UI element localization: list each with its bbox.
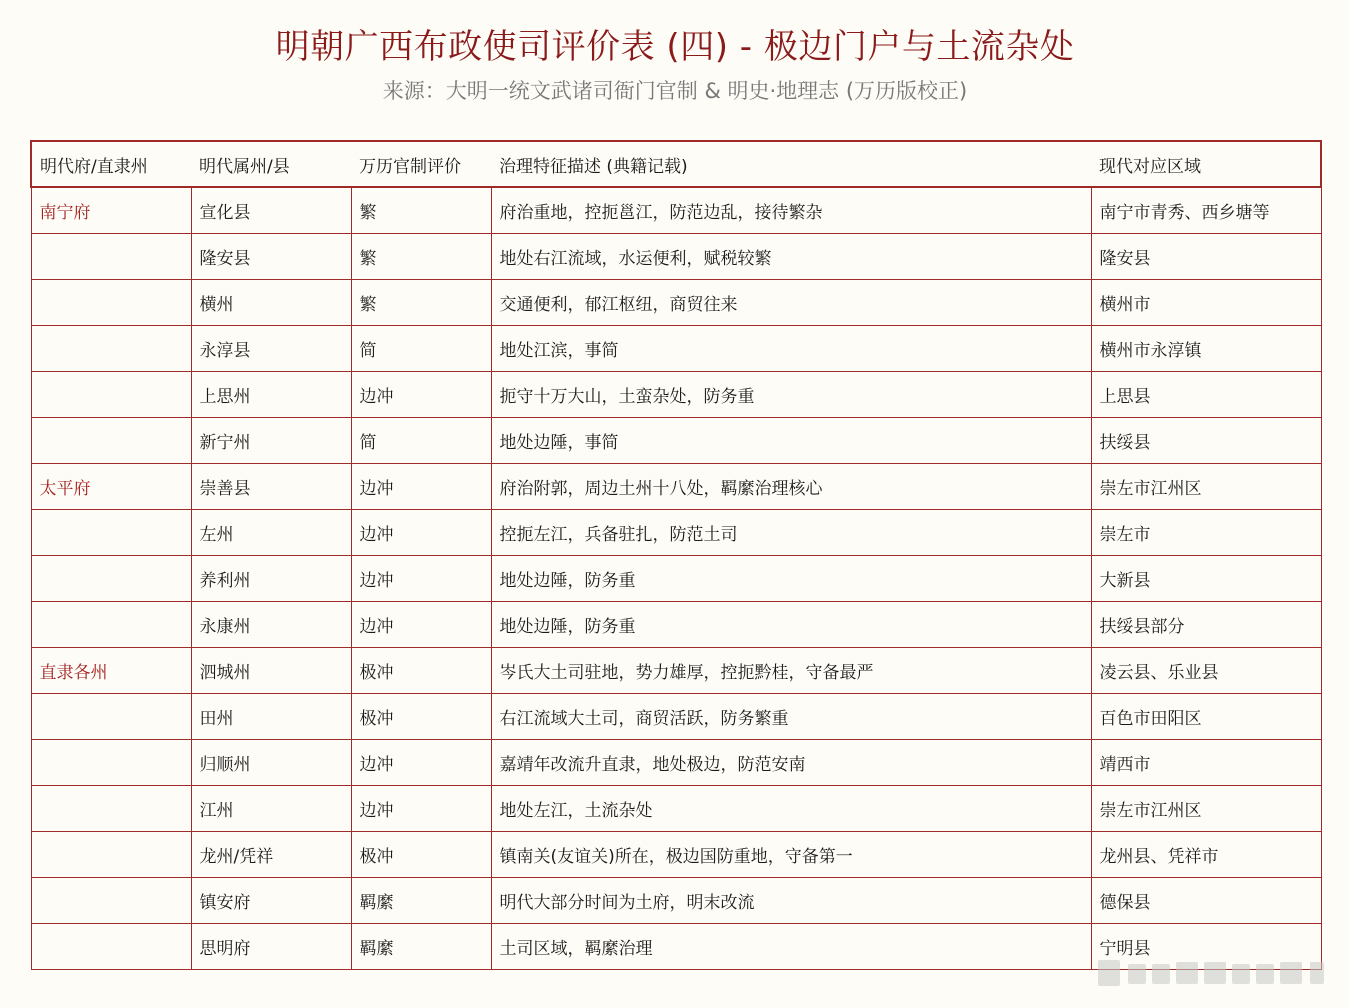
cell-prefecture — [31, 325, 191, 371]
cell-rating: 边冲 — [351, 371, 491, 417]
watermark-mark — [1232, 964, 1250, 984]
watermark-mark — [1176, 962, 1198, 984]
header-modern-region: 现代对应区域 — [1091, 141, 1321, 187]
table-row — [31, 371, 1321, 417]
cell-rating: 边冲 — [351, 739, 491, 785]
cell-prefecture — [31, 693, 191, 739]
cell-modern-region: 崇左市江州区 — [1091, 785, 1321, 831]
cell-modern-region: 南宁市青秀、西乡塘等 — [1091, 187, 1321, 233]
cell-description: 地处边陲，防务重 — [491, 601, 1091, 647]
cell-description: 府治重地，控扼邕江，防范边乱，接待繁杂 — [491, 187, 1091, 233]
cell-rating: 羁縻 — [351, 923, 491, 969]
cell-rating: 边冲 — [351, 555, 491, 601]
cell-rating: 繁 — [351, 279, 491, 325]
cell-prefecture — [31, 877, 191, 923]
cell-modern-region: 靖西市 — [1091, 739, 1321, 785]
cell-rating: 简 — [351, 325, 491, 371]
cell-rating: 极冲 — [351, 647, 491, 693]
cell-prefecture — [31, 417, 191, 463]
table-row — [31, 187, 1321, 233]
cell-modern-region: 崇左市江州区 — [1091, 463, 1321, 509]
table-row — [31, 555, 1321, 601]
watermark — [1098, 956, 1330, 990]
cell-description: 地处右江流域，水运便利，赋税较繁 — [491, 233, 1091, 279]
cell-modern-region: 宁明县 — [1091, 923, 1321, 969]
cell-rating: 繁 — [351, 187, 491, 233]
table-row — [31, 831, 1321, 877]
cell-modern-region: 崇左市 — [1091, 509, 1321, 555]
cell-modern-region: 扶绥县 — [1091, 417, 1321, 463]
cell-description: 地处边陲，防务重 — [491, 555, 1091, 601]
table-row — [31, 693, 1321, 739]
watermark-mark — [1098, 960, 1120, 986]
table-header — [31, 141, 1321, 187]
watermark-mark — [1256, 964, 1274, 984]
cell-prefecture — [31, 371, 191, 417]
cell-county: 永淳县 — [191, 325, 351, 371]
cell-county: 思明府 — [191, 923, 351, 969]
cell-description: 地处江滨，事简 — [491, 325, 1091, 371]
cell-modern-region: 百色市田阳区 — [1091, 693, 1321, 739]
cell-county: 归顺州 — [191, 739, 351, 785]
cell-rating: 羁縻 — [351, 877, 491, 923]
table-row — [31, 785, 1321, 831]
page-title: 明朝广西布政使司评价表 (四) - 极边门户与土流杂处 — [275, 27, 1075, 67]
cell-county: 龙州/凭祥 — [191, 831, 351, 877]
cell-modern-region: 凌云县、乐业县 — [1091, 647, 1321, 693]
cell-county: 镇安府 — [191, 877, 351, 923]
watermark-mark — [1280, 962, 1302, 984]
cell-rating: 极冲 — [351, 831, 491, 877]
cell-prefecture — [31, 785, 191, 831]
cell-prefecture — [31, 739, 191, 785]
cell-prefecture — [31, 601, 191, 647]
cell-rating: 繁 — [351, 233, 491, 279]
cell-county: 江州 — [191, 785, 351, 831]
cell-description: 右江流域大土司，商贸活跃，防务繁重 — [491, 693, 1091, 739]
cell-county: 隆安县 — [191, 233, 351, 279]
cell-description: 镇南关(友谊关)所在，极边国防重地，守备第一 — [491, 831, 1091, 877]
cell-county: 上思州 — [191, 371, 351, 417]
cell-rating: 边冲 — [351, 785, 491, 831]
watermark-mark — [1310, 962, 1324, 984]
header-prefecture: 明代府/直隶州 — [31, 141, 191, 187]
table-body — [31, 187, 1321, 969]
cell-county: 左州 — [191, 509, 351, 555]
table-row — [31, 739, 1321, 785]
cell-prefecture — [31, 923, 191, 969]
cell-description: 交通便利，郁江枢纽，商贸往来 — [491, 279, 1091, 325]
header-description: 治理特征描述 (典籍记载) — [491, 141, 1091, 187]
cell-county: 横州 — [191, 279, 351, 325]
cell-county: 泗城州 — [191, 647, 351, 693]
cell-modern-region: 隆安县 — [1091, 233, 1321, 279]
cell-rating: 极冲 — [351, 693, 491, 739]
cell-county: 新宁州 — [191, 417, 351, 463]
cell-prefecture: 南宁府 — [31, 187, 191, 233]
cell-prefecture — [31, 279, 191, 325]
table-row — [31, 463, 1321, 509]
cell-rating: 简 — [351, 417, 491, 463]
cell-description: 岑氏大土司驻地，势力雄厚，控扼黔桂，守备最严 — [491, 647, 1091, 693]
cell-description: 地处左江，土流杂处 — [491, 785, 1091, 831]
cell-description: 府治附郭，周边土州十八处，羁縻治理核心 — [491, 463, 1091, 509]
cell-description: 控扼左江，兵备驻扎，防范土司 — [491, 509, 1091, 555]
table-row — [31, 233, 1321, 279]
cell-rating: 边冲 — [351, 509, 491, 555]
table-row — [31, 509, 1321, 555]
header-county: 明代属州/县 — [191, 141, 351, 187]
cell-modern-region: 上思县 — [1091, 371, 1321, 417]
cell-prefecture — [31, 831, 191, 877]
cell-modern-region: 扶绥县部分 — [1091, 601, 1321, 647]
cell-prefecture — [31, 233, 191, 279]
cell-county: 养利州 — [191, 555, 351, 601]
cell-prefecture — [31, 509, 191, 555]
evaluation-table — [30, 140, 1322, 970]
cell-modern-region: 横州市 — [1091, 279, 1321, 325]
cell-county: 宣化县 — [191, 187, 351, 233]
cell-rating: 边冲 — [351, 601, 491, 647]
table-row — [31, 647, 1321, 693]
table-row — [31, 601, 1321, 647]
cell-rating: 边冲 — [351, 463, 491, 509]
cell-description: 嘉靖年改流升直隶，地处极边，防范安南 — [491, 739, 1091, 785]
cell-modern-region: 德保县 — [1091, 877, 1321, 923]
table-row — [31, 417, 1321, 463]
cell-modern-region: 龙州县、凭祥市 — [1091, 831, 1321, 877]
watermark-mark — [1204, 962, 1226, 984]
cell-prefecture — [31, 555, 191, 601]
watermark-mark — [1128, 964, 1146, 984]
header-row — [31, 141, 1321, 187]
table-row — [31, 325, 1321, 371]
cell-prefecture: 直隶各州 — [31, 647, 191, 693]
table-row — [31, 279, 1321, 325]
cell-description: 扼守十万大山，土蛮杂处，防务重 — [491, 371, 1091, 417]
watermark-mark — [1152, 964, 1170, 984]
cell-prefecture: 太平府 — [31, 463, 191, 509]
cell-county: 崇善县 — [191, 463, 351, 509]
table-row — [31, 877, 1321, 923]
cell-description: 土司区域，羁縻治理 — [491, 923, 1091, 969]
page-subtitle: 来源：大明一统文武诸司衙门官制 & 明史·地理志 (万历版校正) — [382, 79, 968, 103]
cell-county: 田州 — [191, 693, 351, 739]
header-rating: 万历官制评价 — [351, 141, 491, 187]
cell-description: 明代大部分时间为土府，明末改流 — [491, 877, 1091, 923]
cell-description: 地处边陲，事简 — [491, 417, 1091, 463]
cell-county: 永康州 — [191, 601, 351, 647]
cell-modern-region: 大新县 — [1091, 555, 1321, 601]
cell-modern-region: 横州市永淳镇 — [1091, 325, 1321, 371]
